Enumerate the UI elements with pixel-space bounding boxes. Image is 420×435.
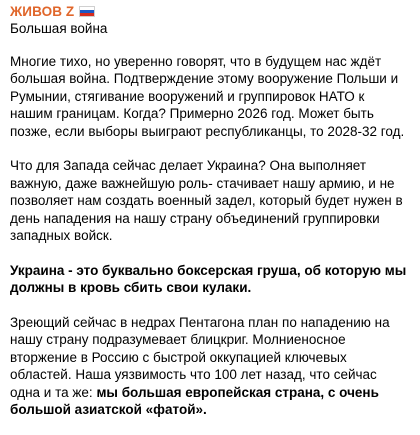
post-paragraph-bold: Украина - это буквально боксерская груша, об которую мы должны в кровь сбить свои кулаки. — [10, 262, 407, 296]
post-paragraph — [10, 314, 410, 418]
post-body — [10, 53, 410, 418]
post-paragraph-bold-text: мы большая европейская страна, с очень большой азиатской «фатой». — [10, 384, 379, 418]
channel-header — [10, 2, 410, 20]
post-paragraph-text: Зреющий сейчас в недрах Пентагона план по нападению на нашу страну подразумевает блицкриг. Молниеносное вторжение в Россию с быстрой оккупацией ключевых областей. Наша уязвимость что 100 лет назад, что сейчас одна и та же: — [10, 315, 390, 400]
channel-name[interactable]: ЖИВОВ Z — [10, 3, 75, 19]
post-title: Большая война — [10, 21, 108, 36]
post-paragraph: Многие тихо, но уверенно говорят, что в будущем нас ждёт большая война. Подтверждение этому вооружение Польши и Румынии, стягивание вооружений и группировок НАТО к нашим границам. Когда? Примерно 2026 год. Может быть позже, если выборы выиграют республиканцы, то 2028-32 год. — [10, 54, 405, 139]
post-paragraph: Что для Запада сейчас делает Украина? Она выполняет важную, даже важнейшую роль- стачивает нашу армию, и не позволяет нам создать военный задел, который будет нужен в день нападения на нашу страну объединений группировки западных войск. — [10, 158, 403, 244]
russia-flag-icon — [79, 6, 95, 17]
